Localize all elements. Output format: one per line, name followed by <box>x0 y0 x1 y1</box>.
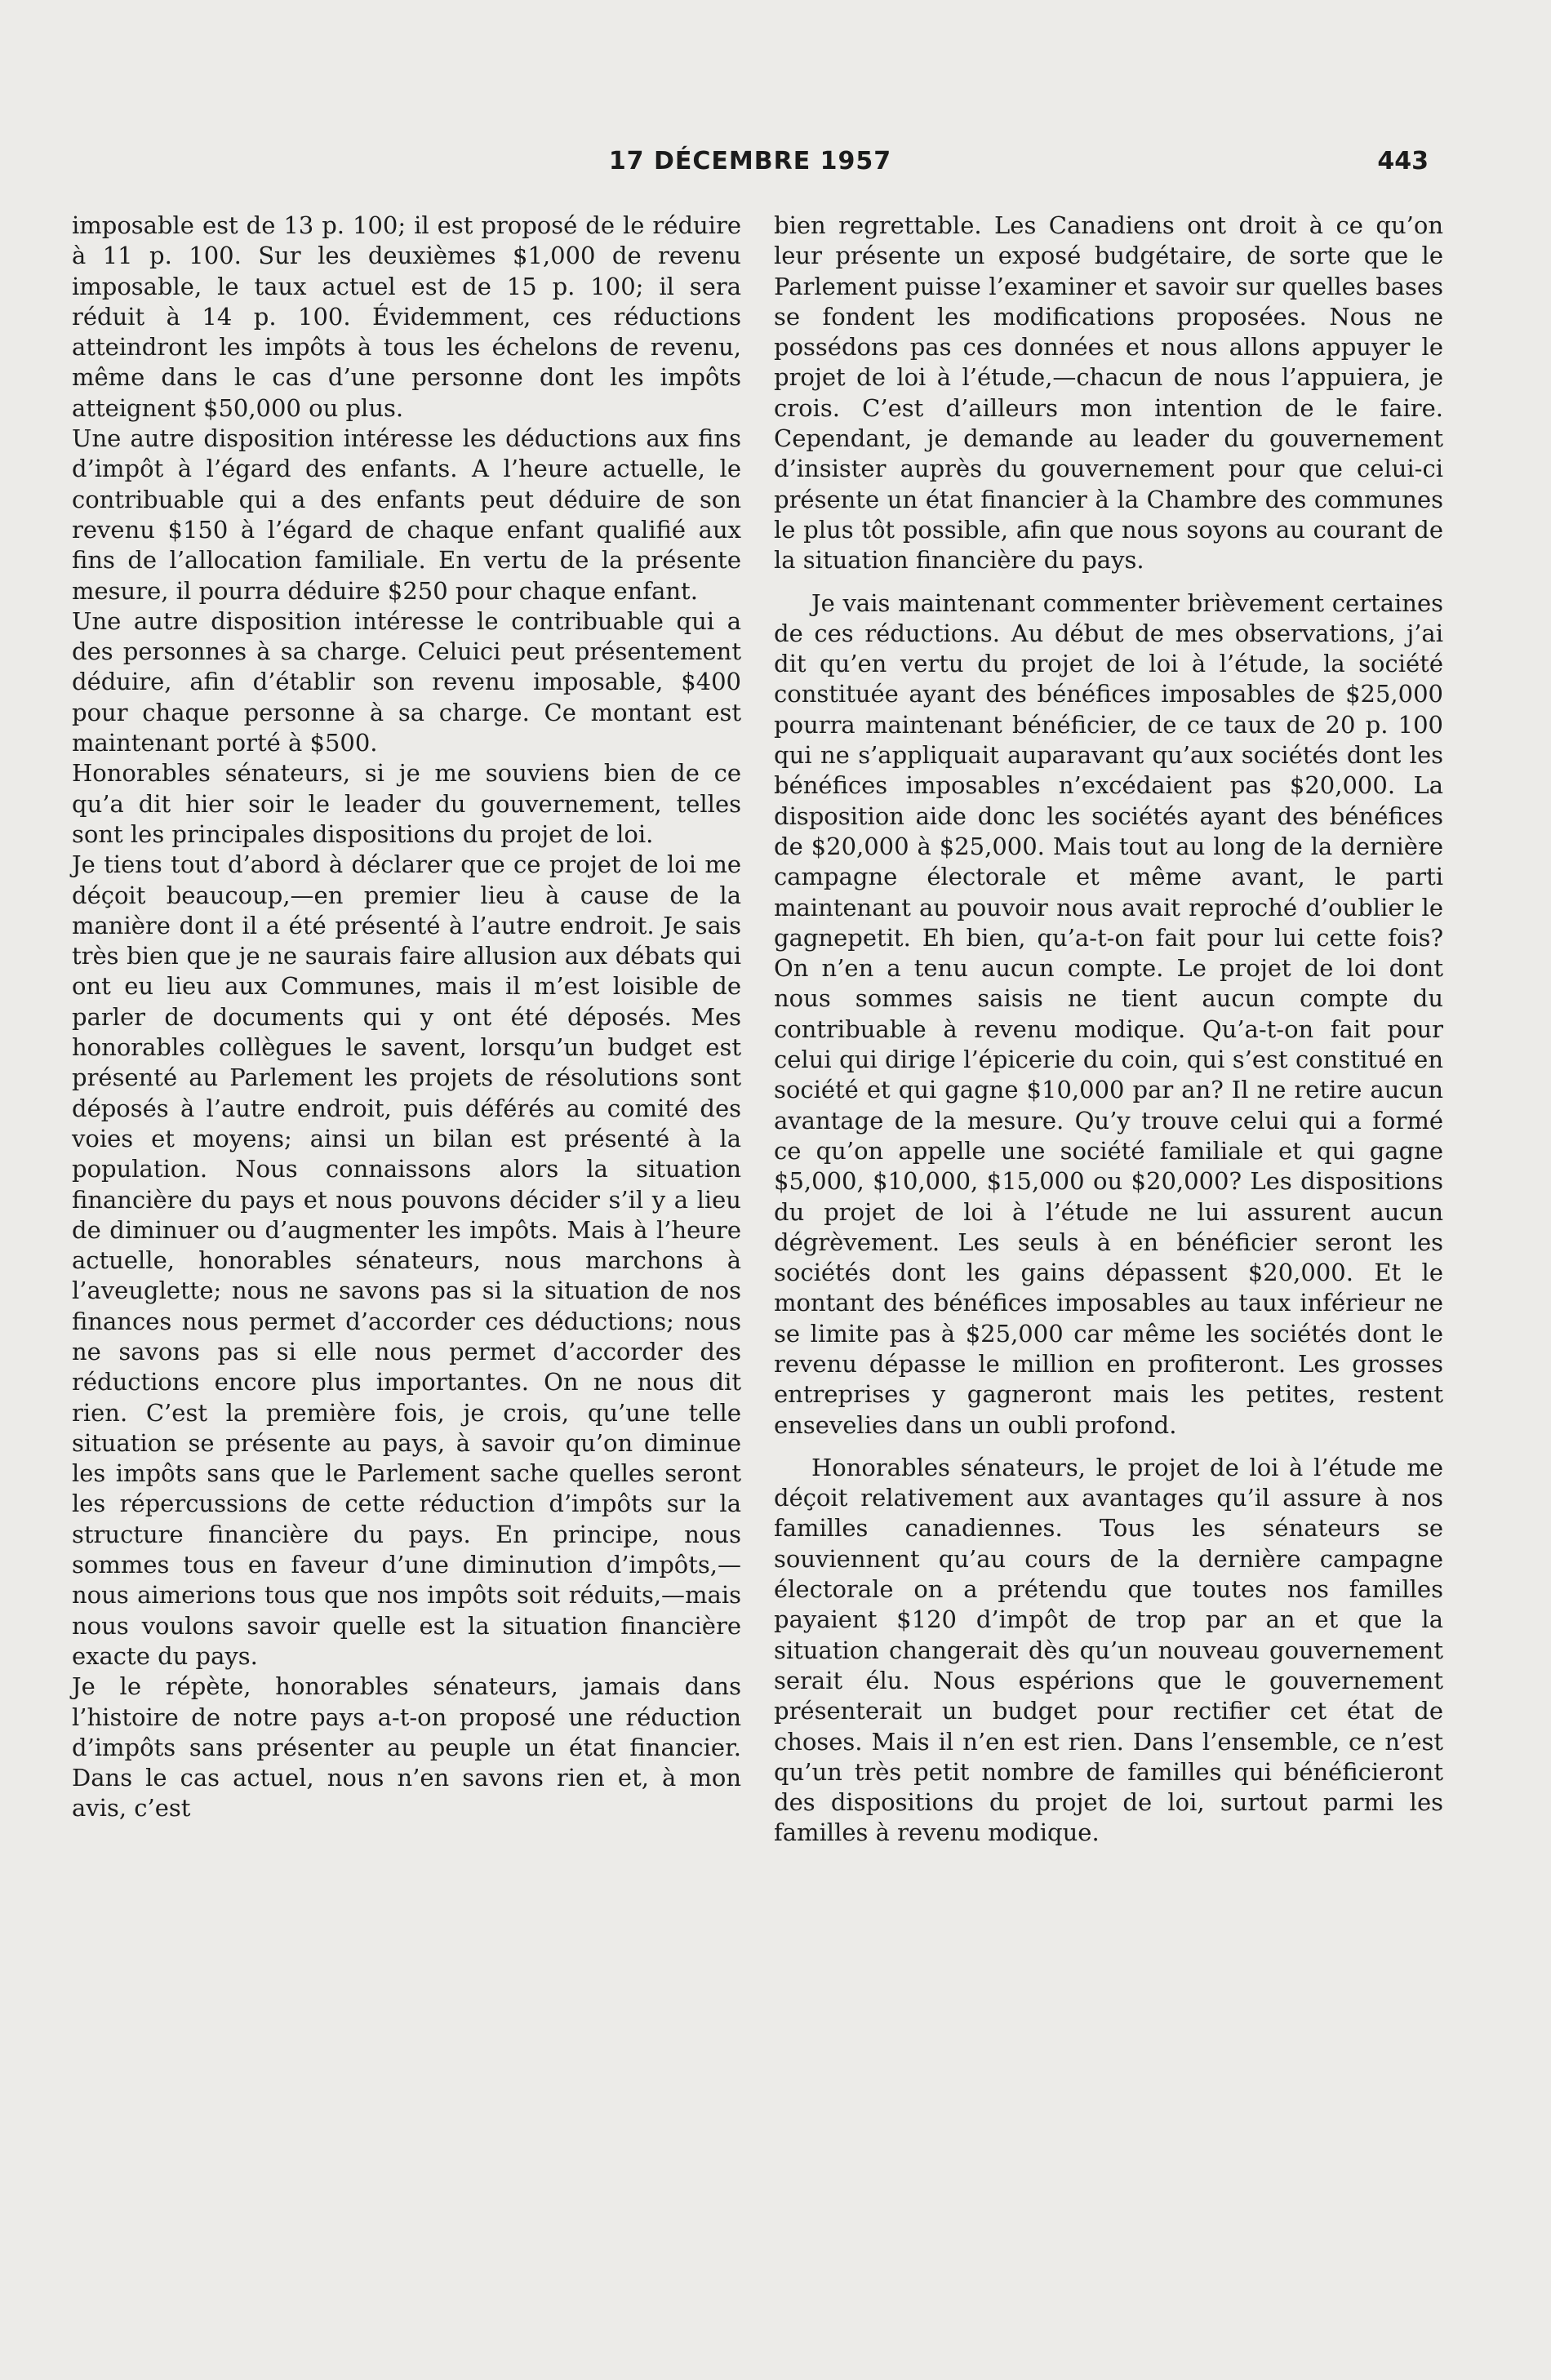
paragraph: Je vais maintenant commenter brièvement certaines de ces réductions. Au début de mes observations, j’ai dit qu’en vertu du projet de loi à l’étude, la société constituée ayant des bénéfices imposables de $25,000 pourra maintenant bénéficier, de ce taux de 20 p. 100 qui ne s’appliquait auparavant qu’aux sociétés dont les bénéfices imposables n’excédaient pas $20,000. La disposition aide donc les sociétés ayant des bénéfices de $20,000 à $25,000. Mais tout au long de la dernière campagne électorale et même avant, le parti maintenant au pouvoir nous avait reproché d’oublier le gagnepetit. Eh bien, qu’a-t-on fait pour lui cette fois? On n’en a tenu aucun compte. Le projet de loi dont nous sommes saisis ne tient aucun compte du contribuable à revenu modique. Qu’a-t-on fait pour celui qui dirige l’épicerie du coin, qui s’est constitué en société et qui gagne $10,000 par an? Il ne retire aucun avantage de la mesure. Qu’y trouve celui qui a formé ce qu’on appelle une société familiale et qui gagne $5,000, $10,000, $15,000 ou $20,000? Les dispositions du projet de loi à l’étude ne lui assurent aucun dégrèvement. Les seuls à en bénéficier seront les sociétés dont les gains dépassent $20,000. Et le montant des bénéfices imposables au taux inférieur ne se limite pas à $25,000 car même les sociétés dont le revenu dépasse le million en profiteront. Les grosses entreprises y gagneront mais les petites, restent ensevelies dans un oubli profond. <box>774 588 1443 1439</box>
paragraph: Je le répète, honorables sénateurs, jamais dans l’histoire de notre pays a-t-on proposé une réduction d’impôts sans présenter au peuple un état financier. Dans le cas actuel, nous n’en savons rien et, à mon avis, c’est <box>72 1672 741 1823</box>
paragraph: imposable est de 13 p. 100; il est proposé de le réduire à 11 p. 100. Sur les deuxièmes $1,000 de revenu imposable, le taux actuel est de 15 p. 100; il sera réduit à 14 p. 100. Évidemment, ces réductions atteindront les impôts à tous les échelons de revenu, même dans le cas d’une personne dont les impôts atteignent $50,000 ou plus. <box>72 211 741 422</box>
page-number: 443 <box>1377 147 1429 175</box>
header-date: 17 DÉCEMBRE 1957 <box>608 147 892 175</box>
paragraph: Je tiens tout d’abord à déclarer que ce projet de loi me déçoit beaucoup,—en premier lieu à cause de la manière dont il a été présenté à l’autre endroit. Je sais très bien que je ne saurais faire allusion aux débats qui ont eu lieu aux Communes, mais il m’est loisible de parler de documents qui y ont été déposés. Mes honorables collègues le savent, lorsqu’un budget est présenté au Parlement les projets de résolutions sont déposés à l’autre endroit, puis déférés au comité des voies et moyens; ainsi un bilan est présenté à la population. Nous connaissons alors la situation financière du pays et nous pouvons décider s’il y a lieu de diminuer ou d’augmenter les impôts. Mais à l’heure actuelle, honorables sénateurs, nous marchons à l’aveuglette; nous ne savons pas si la situation de nos finances nous permet d’accorder ces déductions; nous ne savons pas si elle nous permet d’accorder des réductions encore plus importantes. On ne nous dit rien. C’est la première fois, je crois, qu’une telle situation se présente au pays, à savoir qu’on diminue les impôts sans que le Parlement sache quelles seront les répercussions de cette réduction d’impôts sur la structure financière du pays. En principe, nous sommes tous en faveur d’une diminution d’impôts,—nous aimerions tous que nos impôts soit réduits,—mais nous voulons savoir quelle est la situation financière exacte du pays. <box>72 850 741 1670</box>
paragraph: Honorables sénateurs, si je me souviens bien de ce qu’a dit hier soir le leader du gouvernement, telles sont les principales dispositions du projet de loi. <box>72 759 741 848</box>
paragraph: bien regrettable. Les Canadiens ont droit à ce qu’on leur présente un exposé budgétaire, de sorte que le Parlement puisse l’examiner et savoir sur quelles bases se fondent les modifications proposées. Nous ne possédons pas ces données et nous allons appuyer le projet de loi à l’étude,—chacun de nous l’appuiera, je crois. C’est d’ailleurs mon intention de le faire. Cependant, je demande au leader du gouvernement d’insister auprès du gouvernement pour que celui-ci présente un état financier à la Chambre des communes le plus tôt possible, afin que nous soyons au courant de la situation financière du pays. <box>774 211 1443 575</box>
right-column <box>774 211 1443 1849</box>
paragraph: Une autre disposition intéresse les déductions aux fins d’impôt à l’égard des enfants. A l’heure actuelle, le contribuable qui a des enfants peut déduire de son revenu $150 à l’égard de chaque enfant qualifié aux fins de l’allocation familiale. En vertu de la présente mesure, il pourra déduire $250 pour chaque enfant. <box>72 424 741 605</box>
left-column <box>72 211 741 1824</box>
paragraph: Honorables sénateurs, le projet de loi à l’étude me déçoit relativement aux avantages qu’il assure à nos familles canadiennes. Tous les sénateurs se souviennent qu’au cours de la dernière campagne électorale on a prétendu que toutes nos familles payaient $120 d’impôt de trop par an et que la situation changerait dès qu’un nouveau gouvernement serait élu. Nous espérions que le gouvernement présenterait un budget pour rectifier cet état de choses. Mais il n’en est rien. Dans l’ensemble, ce n’est qu’un très petit nombre de familles qui bénéficieront des dispositions du projet de loi, surtout parmi les familles à revenu modique. <box>774 1453 1443 1847</box>
paragraph: Une autre disposition intéresse le contribuable qui a des personnes à sa charge. Celuici peut présentement déduire, afin d’établir son revenu imposable, $400 pour chaque personne à sa charge. Ce montant est maintenant porté à $500. <box>72 606 741 757</box>
page-header <box>72 147 1429 180</box>
